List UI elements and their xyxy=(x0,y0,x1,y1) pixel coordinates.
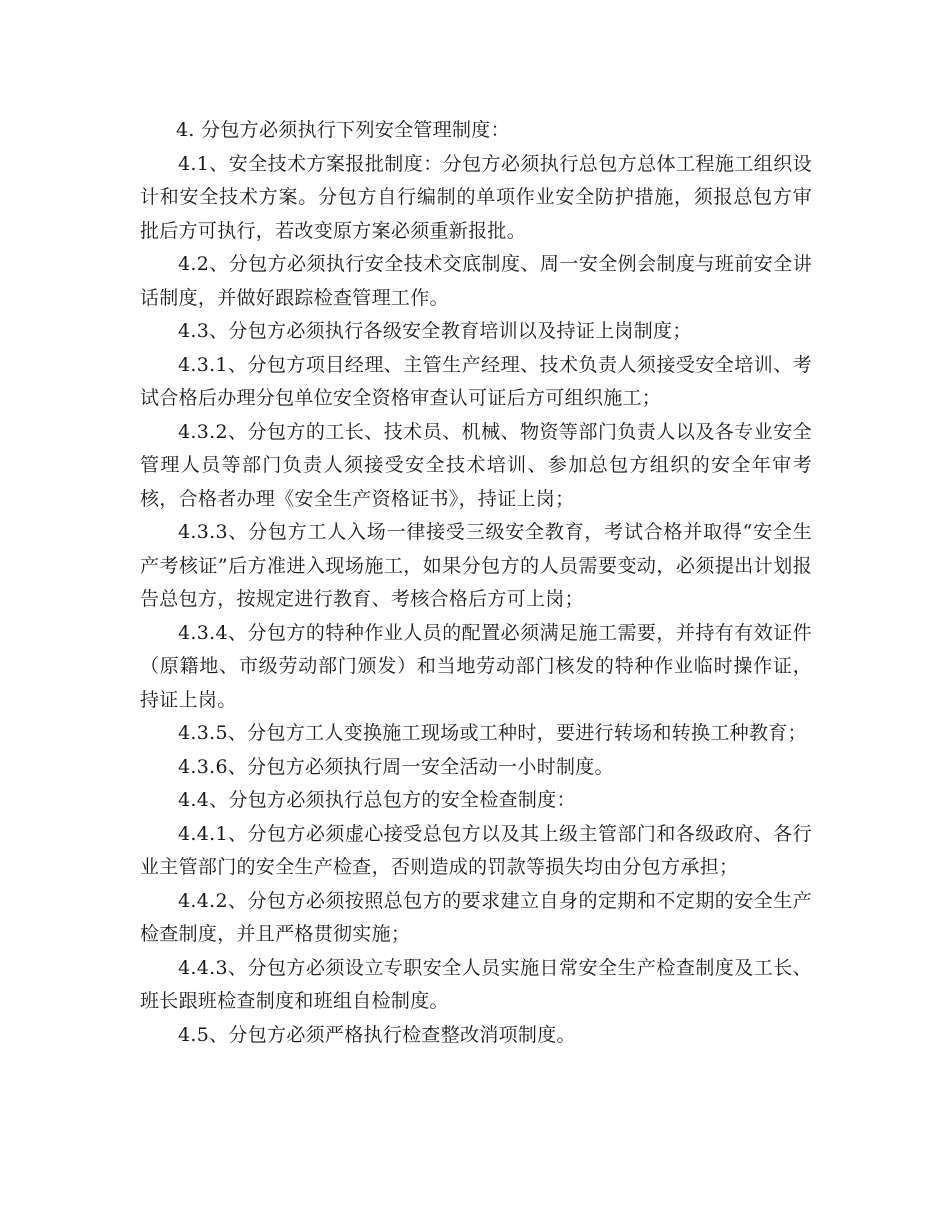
paragraph-4: 4. 分包方必须执行下列安全管理制度： xyxy=(176,119,510,141)
paragraph-4-3-6: 4.3.6、分包方必须执行周一安全活动一小时制度。 xyxy=(178,755,614,778)
paragraph-4-3-2: 4.3.2、分包方的工长、技术员、机械、物资等部门负责人以及各专业安全管理人员等部门负责人须接受安全技术培训、参加总包方组织的安全年审考核，合格者办理《安全生产资格证书》，持证上岗； xyxy=(140,420,812,510)
document-body xyxy=(140,114,812,1052)
paragraph-4-5: 4.5、分包方必须严格执行检查整改消项制度。 xyxy=(178,1023,576,1046)
paragraph-4-4-3: 4.4.3、分包方必须设立专职安全人员实施日常安全生产检查制度及工长、班长跟班检查制度和班组自检制度。 xyxy=(140,956,812,1012)
paragraph-4-2: 4.2、分包方必须执行安全技术交底制度、周一安全例会制度与班前安全讲话制度，并做好跟踪检查管理工作。 xyxy=(140,253,812,309)
paragraph-4-3-5: 4.3.5、分包方工人变换施工现场或工种时，要进行转场和转换工种教育； xyxy=(178,722,807,744)
paragraph-4-4: 4.4、分包方必须执行总包方的安全检查制度： xyxy=(178,789,576,811)
paragraph-4-1: 4.1、安全技术方案报批制度：分包方必须执行总包方总体工程施工组织设计和安全技术方案。分包方自行编制的单项作业安全防护措施，须报总包方审批后方可执行，若改变原方案必须重新报批。 xyxy=(140,152,812,242)
paragraph-4-3: 4.3、分包方必须执行各级安全教育培训以及持证上岗制度； xyxy=(178,320,692,342)
paragraph-4-3-1: 4.3.1、分包方项目经理、主管生产经理、技术负责人须接受安全培训、考试合格后办理分包单位安全资格审查认可证后方可组织施工； xyxy=(140,353,812,409)
paragraph-4-4-2: 4.4.2、分包方必须按照总包方的要求建立自身的定期和不定期的安全生产检查制度，并且严格贯彻实施； xyxy=(140,889,812,945)
paragraph-4-3-4: 4.3.4、分包方的特种作业人员的配置必须满足施工需要，并持有有效证件（原籍地、市级劳动部门颁发）和当地劳动部门核发的特种作业临时操作证，持证上岗。 xyxy=(140,621,812,711)
paragraph-4-4-1: 4.4.1、分包方必须虚心接受总包方以及其上级主管部门和各级政府、各行业主管部门的安全生产检查，否则造成的罚款等损失均由分包方承担； xyxy=(140,822,812,878)
paragraph-4-3-3: 4.3.3、分包方工人入场一律接受三级安全教育，考试合格并取得“安全生产考核证”后方准进入现场施工，如果分包方的人员需要变动，必须提出计划报告总包方，按规定进行教育、考核合格后方可上岗； xyxy=(140,521,812,610)
